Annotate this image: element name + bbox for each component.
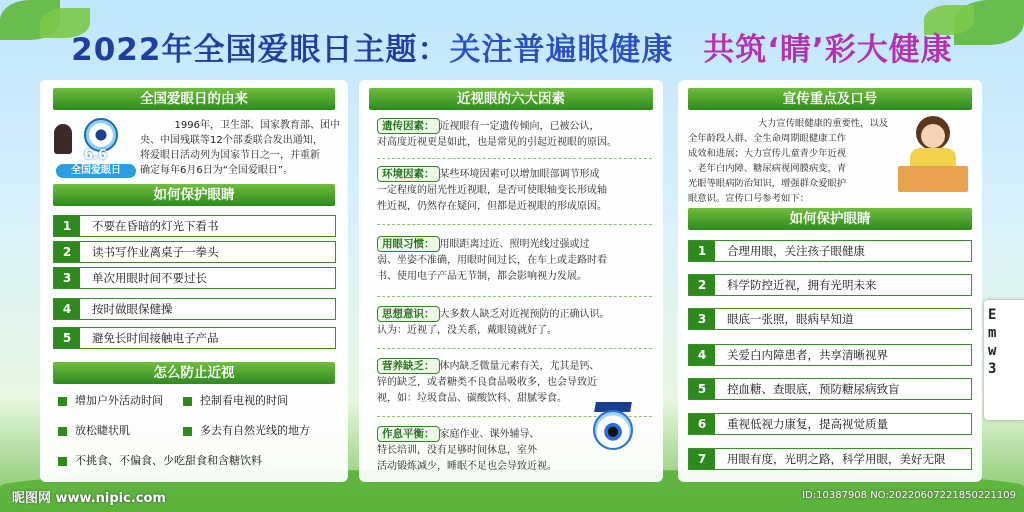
divider bbox=[377, 224, 652, 225]
origin-heading: 全国爱眼日的由来 bbox=[53, 88, 335, 110]
factor-line: 用眼距离过近、照明光线过强或过 bbox=[439, 239, 590, 250]
factor-nutrition bbox=[377, 358, 652, 407]
factors-heading: 近视眼的六大因素 bbox=[369, 88, 653, 110]
factor-line: 视，如：垃圾食品、碳酸饮料、甜腻零食。 bbox=[377, 393, 567, 404]
factor-tag: 用眼习惯： bbox=[377, 236, 440, 252]
item-number: 1 bbox=[689, 241, 715, 261]
divider bbox=[377, 158, 652, 159]
prevent-item bbox=[58, 422, 130, 438]
promo-line: 眼意识。宣传口号参考如下： bbox=[688, 193, 809, 204]
prevent-text: 放松睫状肌 bbox=[75, 424, 130, 437]
factor-line: 认为：近视了，没关系，戴眼镜就好了。 bbox=[377, 325, 557, 336]
item-text: 读书写作业离桌子一拳头 bbox=[92, 245, 219, 259]
factor-line: 特长培训，没有足够时间休息，室外 bbox=[377, 445, 537, 456]
bullet-icon bbox=[183, 427, 192, 436]
factor-schedule bbox=[377, 426, 577, 475]
promo-heading: 宣传重点及口号 bbox=[688, 88, 972, 110]
watermark-site: 昵图网 www.nipic.com bbox=[12, 491, 166, 506]
factor-tag: 环境因素： bbox=[377, 166, 440, 182]
slogan-item bbox=[688, 378, 972, 400]
badge-text: 全国爱眼日 bbox=[56, 164, 136, 178]
eye-chart-decoration: E m w 3 bbox=[984, 300, 1024, 420]
origin-text bbox=[140, 118, 340, 178]
factor-awareness bbox=[377, 306, 652, 339]
factor-line: 体内缺乏微量元素有关，尤其是钙、 bbox=[439, 361, 600, 372]
bullet-icon bbox=[58, 457, 67, 466]
slogan-item bbox=[688, 274, 972, 296]
factor-line: 近视眼有一定遗传倾向，已被公认， bbox=[439, 121, 600, 132]
promo-line: 大力宣传眼健康的重要性，以及 bbox=[757, 118, 888, 129]
factor-line: 性近视，仍然存在疑问，但都是近视眼的形成原因。 bbox=[377, 201, 607, 212]
prevent-item bbox=[183, 392, 288, 408]
slogan-item bbox=[688, 413, 972, 435]
divider bbox=[377, 348, 652, 349]
prevent-heading: 怎么防止近视 bbox=[53, 362, 335, 384]
item-text: 科学防控近视，拥有光明未来 bbox=[727, 278, 877, 292]
protect-item bbox=[53, 327, 336, 349]
factor-tag: 思想意识： bbox=[377, 306, 440, 322]
item-text: 避免长时间接触电子产品 bbox=[92, 331, 219, 345]
promo-line: 成效和进展；大力宣传儿童青少年近视 bbox=[688, 148, 847, 159]
bullet-icon bbox=[58, 397, 67, 406]
origin-line: 确定每年6月6日为“全国爱眼日”。 bbox=[140, 165, 294, 176]
prevent-text: 增加户外活动时间 bbox=[75, 394, 163, 407]
factor-tag: 作息平衡： bbox=[377, 426, 440, 442]
eye-mascot-icon bbox=[84, 118, 118, 152]
bullet-icon bbox=[183, 397, 192, 406]
origin-line: 央、中国残联等12个部委联合发出通知， bbox=[140, 135, 323, 146]
item-text: 控血糖、查眼底，预防糖尿病致盲 bbox=[727, 382, 900, 396]
right-panel bbox=[678, 80, 982, 482]
promo-text bbox=[688, 116, 888, 206]
prevent-text: 控制看电视的时间 bbox=[200, 394, 288, 407]
promo-line: 光眼等眼病防治知识，增强群众爱眼护 bbox=[688, 178, 847, 189]
badge-number: 6.6 bbox=[84, 148, 108, 163]
item-number: 2 bbox=[689, 275, 715, 295]
factor-line: 一定程度的屈光性近视眼，是否可使眼轴变长形成轴 bbox=[377, 185, 607, 196]
girl-figure-icon bbox=[54, 124, 72, 154]
item-text: 合理用眼，关注孩子眼健康 bbox=[727, 244, 865, 258]
factor-line: 对高度近视更是如此，也是常见的引起近视眼的原因。 bbox=[377, 137, 617, 148]
protect-item bbox=[53, 267, 336, 289]
factor-line: 某些环境因素可以增加眼部调节形成 bbox=[439, 169, 600, 180]
item-number: 5 bbox=[54, 328, 80, 348]
slogan-item bbox=[688, 344, 972, 366]
prevent-item bbox=[183, 422, 310, 438]
factor-line: 大多数人缺乏对近视预防的正确认识。 bbox=[439, 309, 610, 320]
page-title bbox=[0, 24, 1024, 69]
protect-heading-right: 如何保护眼睛 bbox=[688, 208, 972, 230]
item-text: 单次用眼时间不要过长 bbox=[92, 271, 207, 285]
factor-line: 书、使用电子产品无节制，都会影响视力发展。 bbox=[377, 271, 587, 282]
item-text: 关爱白内障患者，共享清晰视界 bbox=[727, 348, 888, 362]
item-number: 3 bbox=[689, 309, 715, 329]
item-text: 重视低视力康复，提高视觉质量 bbox=[727, 417, 888, 431]
factor-genetic bbox=[377, 118, 652, 151]
slogan-item bbox=[688, 240, 972, 262]
item-number: 4 bbox=[689, 345, 715, 365]
factor-line: 家庭作业、课外辅导、 bbox=[439, 429, 540, 440]
factor-line: 锌的缺乏，或者糖类不良食品吸收多，也会导致近 bbox=[377, 377, 597, 388]
origin-line: 将爱眼日活动列为国家节日之一，并重新 bbox=[140, 150, 320, 161]
item-text: 不要在昏暗的灯光下看书 bbox=[92, 219, 219, 233]
eyeball-mascot-icon bbox=[591, 402, 635, 452]
item-number: 4 bbox=[54, 299, 80, 319]
item-text: 眼底一张照，眼病早知道 bbox=[727, 312, 854, 326]
protect-item bbox=[53, 298, 336, 320]
protect-item bbox=[53, 215, 336, 237]
factor-environment bbox=[377, 166, 652, 215]
prevent-text: 多去有自然光线的地方 bbox=[200, 424, 310, 437]
item-number: 1 bbox=[54, 216, 80, 236]
prevent-item bbox=[58, 392, 163, 408]
slogan-item bbox=[688, 308, 972, 330]
slogan-item bbox=[688, 448, 972, 470]
item-number: 2 bbox=[54, 242, 80, 262]
factor-habits bbox=[377, 236, 652, 285]
factor-tag: 遗传因素： bbox=[377, 118, 440, 134]
item-text: 用眼有度，光明之路，科学用眼，美好无限 bbox=[727, 452, 946, 466]
factor-tag: 营养缺乏： bbox=[377, 358, 440, 374]
middle-panel bbox=[359, 80, 663, 482]
item-number: 7 bbox=[689, 449, 715, 469]
bullet-icon bbox=[58, 427, 67, 436]
item-text: 按时做眼保健操 bbox=[92, 302, 173, 316]
promo-line: 、老年白内障、糖尿病视网膜病变，青 bbox=[688, 163, 847, 174]
protect-item bbox=[53, 241, 336, 263]
prevent-text: 不挑食、不偏食、少吃甜食和含糖饮料 bbox=[75, 454, 262, 467]
title-part-2: 关注普遍眼健康 bbox=[449, 32, 674, 68]
teacher-figure-icon bbox=[898, 116, 968, 196]
factor-line: 弱、坐姿不准确，用眼时间过长，在车上或走路时看 bbox=[377, 255, 607, 266]
eye-day-badge bbox=[50, 118, 140, 180]
watermark-id: ID:10387908 NO:20220607221850221109 bbox=[802, 490, 1016, 501]
protect-heading-left: 如何保护眼睛 bbox=[53, 184, 335, 206]
promo-line: 全年龄段人群、全生命周期眼健康工作 bbox=[688, 133, 847, 144]
divider bbox=[377, 296, 652, 297]
origin-line: 1996年，卫生部、国家教育部、团中 bbox=[174, 120, 340, 131]
item-number: 6 bbox=[689, 414, 715, 434]
factor-line: 活动锻炼减少，睡眠不足也会导致近视。 bbox=[377, 461, 557, 472]
left-panel bbox=[40, 80, 348, 482]
item-number: 3 bbox=[54, 268, 80, 288]
prevent-item bbox=[58, 452, 262, 468]
title-part-1: 2022年全国爱眼日主题： bbox=[71, 32, 450, 68]
item-number: 5 bbox=[689, 379, 715, 399]
title-part-3: 共筑‘睛’彩大健康 bbox=[703, 32, 953, 68]
